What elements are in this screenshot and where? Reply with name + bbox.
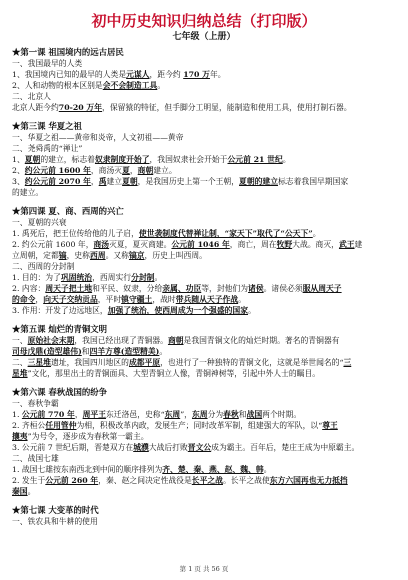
key-point: 向天子交纳贡品 <box>43 295 98 304</box>
text-line <box>12 346 396 357</box>
text-line <box>12 516 396 527</box>
key-point: 西周 <box>89 251 106 260</box>
key-point: 晋文公 <box>187 443 212 452</box>
key-point: 约公元前 1600 年 <box>24 166 91 175</box>
lesson-section <box>12 47 396 113</box>
text-line <box>12 80 396 91</box>
text-segment: 一、夏朝的兴衰 <box>12 218 67 227</box>
text-segment: 建立。 <box>153 166 177 175</box>
text-line <box>12 187 396 198</box>
text-line <box>12 239 396 250</box>
text-segment: 北京人距今约 <box>12 103 59 112</box>
key-point: 公元前 260 年 <box>45 476 99 485</box>
text-line <box>12 357 396 368</box>
key-point: 镐 <box>58 251 67 260</box>
text-segment: 。 <box>154 273 163 282</box>
text-segment: 和平民、奴隶，分给 <box>92 284 163 293</box>
text-segment: ”， <box>180 410 192 419</box>
text-segment: 一、华夏之祖——黄帝和炎帝，人文初祖——黄帝 <box>12 133 184 142</box>
text-segment: 和 <box>81 347 90 356</box>
text-line <box>12 409 396 420</box>
text-line <box>12 272 396 283</box>
text-segment: 建立 <box>106 177 123 186</box>
key-point: 东周 <box>191 410 208 419</box>
text-segment: 二、北京人 <box>12 92 51 101</box>
text-segment: 两个时期。 <box>262 410 302 419</box>
key-point: 周天子把土地 <box>45 284 93 293</box>
text-segment: 一、我国最早的人类 <box>12 59 83 68</box>
text-segment: 2、 <box>12 166 25 175</box>
text-segment: 2. 发生于 <box>12 476 46 485</box>
text-line <box>12 475 396 486</box>
text-line <box>12 442 396 453</box>
text-segment: 的建立。 <box>12 188 44 197</box>
key-point: 巩固统治 <box>60 273 93 282</box>
text-segment: ，平时 <box>97 295 122 304</box>
text-segment: 。 <box>263 465 272 474</box>
text-segment: 二、尧舜禹的“禅让” <box>12 144 83 153</box>
lesson-heading: ★第三课 华夏之祖 <box>12 121 82 131</box>
text-segment: 3. 公元前 7 世纪后期，晋楚双方在 <box>12 443 134 452</box>
text-segment: 1. 目的：为了 <box>12 273 61 282</box>
key-point: 成都平原 <box>128 358 161 367</box>
text-segment: ，距今约 <box>149 70 184 79</box>
text-line <box>12 143 396 154</box>
text-segment: 2. 齐桓公 <box>12 421 46 430</box>
text-segment: 和 <box>238 410 247 419</box>
text-segment: 标志着我国早期国家 <box>278 177 349 186</box>
key-point: 公元前 1046 年 <box>171 240 230 249</box>
lesson-section <box>12 121 396 198</box>
key-point: 夏 <box>122 166 130 175</box>
text-line <box>12 464 396 475</box>
text-segment: ，保留猿的特征，但手脚分工明显，能制造和使用工具，使用打制石器。 <box>102 103 352 112</box>
text-segment: ，西周实行 <box>92 273 132 282</box>
text-line <box>12 228 396 239</box>
key-point: 东方六国再也无力抵挡 <box>269 476 348 485</box>
text-segment: 分为 <box>207 410 224 419</box>
key-point: 秦国 <box>12 487 28 496</box>
key-point: 商汤 <box>93 240 110 249</box>
key-point: 禹 <box>98 177 107 186</box>
lesson-heading: ★第四课 夏、商、西周的兴亡 <box>12 206 124 216</box>
key-point: 星堆 <box>12 369 28 378</box>
lessons-content <box>12 47 396 527</box>
key-point: 攘夷 <box>12 432 28 441</box>
text-segment: ，也进行了一种独特的青铜文化，这就是举世闻名的“ <box>160 358 344 367</box>
text-segment: 大战后打败 <box>148 443 188 452</box>
key-point: 镐京 <box>128 251 145 260</box>
key-point: 商朝 <box>167 336 184 345</box>
text-segment: 立周朝，定都 <box>12 251 59 260</box>
key-point: 夏朝 <box>122 177 138 186</box>
text-segment: 年。 <box>209 70 226 79</box>
text-line <box>12 294 396 305</box>
text-line <box>12 261 396 272</box>
text-segment: 3、 <box>12 177 25 186</box>
lesson-heading: ★第七课 大变革的时代 <box>12 505 99 515</box>
key-point: 夏朝 <box>24 155 41 164</box>
key-point: 齐、楚、秦、燕、赵、魏、韩 <box>162 465 264 474</box>
key-point: 东周 <box>164 410 181 419</box>
page-title: 初中历史知识归纳总结（打印版） <box>91 12 317 30</box>
text-segment: ，我国奴隶社会开始于 <box>149 155 228 164</box>
text-segment: 是我国青铜文化的灿烂时期。著名的青铜器有 <box>183 336 340 345</box>
text-line <box>12 132 396 143</box>
lesson-section <box>12 387 396 497</box>
key-point: 公元前 770 年 <box>21 410 75 419</box>
lesson-heading: ★第六课 春秋战国的纷争 <box>12 387 108 397</box>
text-segment: ，是我国历史上第一个王朝， <box>137 177 240 186</box>
text-segment: 1. 战国七雄按东南西北到中间的顺序排列为 <box>12 465 163 474</box>
text-segment: 二、战国七雄 <box>12 454 59 463</box>
text-line <box>12 69 396 80</box>
text-line <box>12 217 396 228</box>
key-point: 四羊方尊(造型精美) <box>89 347 160 356</box>
grade-label: 七年级（上册） <box>172 32 236 42</box>
text-segment: ， <box>129 166 138 175</box>
text-segment: 1. <box>12 410 22 419</box>
text-line <box>12 398 396 409</box>
lesson-section <box>12 505 396 527</box>
text-line <box>12 91 396 102</box>
key-point: 任用管仲 <box>45 421 77 430</box>
text-segment: 。长平之战使 <box>222 476 270 485</box>
key-point: 原始社会末期 <box>27 336 75 345</box>
page-footer: 第 1 页 共 56 页 <box>179 565 229 573</box>
key-point: 的命令 <box>12 295 36 304</box>
text-line <box>12 250 396 261</box>
text-segment: 。 <box>238 295 246 304</box>
text-segment: 一、 <box>12 336 28 345</box>
text-segment: 成为霸主。百年后，楚庄王成为中原霸主。 <box>211 443 360 452</box>
text-segment: 2. 约公元前 1600 年， <box>12 240 94 249</box>
text-line <box>12 102 396 113</box>
text-segment: ”为号令，逐步成为春秋第一霸主。 <box>27 432 149 441</box>
key-point: 170 万 <box>183 70 210 79</box>
text-segment: 2. 内容： <box>12 284 46 293</box>
text-segment: 二、西周的分封制 <box>12 262 75 271</box>
text-segment: 2、人和动物的根本区别是 <box>12 81 103 90</box>
text-segment: 。 <box>159 347 168 356</box>
text-segment: ，历史上叫西周。 <box>144 251 207 260</box>
key-point: 加强了统治，使西周成为一个强盛的国家 <box>107 306 249 315</box>
key-point: 春秋 <box>223 410 239 419</box>
text-segment: ， <box>35 295 44 304</box>
text-segment: ，商汤灭 <box>90 166 123 175</box>
key-point: 战国 <box>246 410 263 419</box>
text-segment: 。 <box>157 81 166 90</box>
text-segment: ，我国已经出现了青铜器。 <box>74 336 168 345</box>
text-segment: 。诸侯必须 <box>263 284 303 293</box>
key-point: 司母戊鼎(造型雄伟) <box>12 347 82 356</box>
key-point: 牧野 <box>276 240 293 249</box>
text-segment: ， <box>74 410 83 419</box>
text-line <box>12 486 396 497</box>
text-segment: ，商亡，周在 <box>229 240 277 249</box>
text-line <box>12 283 396 294</box>
text-segment: 东迁洛邑，史称“ <box>106 410 165 419</box>
text-segment: 3. 作用：开发了边远地区， <box>12 306 108 315</box>
key-point: 70-20 万年 <box>58 103 103 112</box>
text-segment: 遗址，我国四川地区的 <box>50 358 129 367</box>
key-point: 尊王 <box>322 421 338 430</box>
key-point: 镇守疆土 <box>121 295 153 304</box>
text-segment: 1、我国境内已知的最早的人类是 <box>12 70 127 79</box>
key-point: 带兵随从天子作战 <box>175 295 239 304</box>
text-line <box>12 420 396 431</box>
text-line <box>12 335 396 346</box>
lesson-heading: ★第一课 祖国境内的远古居民 <box>12 47 124 57</box>
text-line <box>12 453 396 464</box>
text-segment: ”文化，那里出土的青铜面具、大型青铜立人像，青铜神树等，引起中外人士的瞩目。 <box>27 369 321 378</box>
key-point: 商朝 <box>137 166 154 175</box>
key-point: 夏朝的建立 <box>239 177 279 186</box>
key-point: 亲属、功臣 <box>162 284 202 293</box>
text-segment: 1、 <box>12 155 25 164</box>
key-point: 元谋人 <box>126 70 150 79</box>
key-point: 武王 <box>338 240 355 249</box>
text-line <box>12 305 396 316</box>
lesson-section <box>12 206 396 316</box>
key-point: 公元前 21 世纪 <box>227 155 283 164</box>
text-segment: 。又称 <box>105 251 129 260</box>
text-segment: ，秦、赵之间决定性战役是 <box>98 476 192 485</box>
text-segment: ，战时 <box>152 295 176 304</box>
text-segment: 二、 <box>12 358 28 367</box>
key-point: 诸侯 <box>248 284 264 293</box>
text-line <box>12 176 396 187</box>
text-segment: 。 <box>282 155 291 164</box>
text-line <box>12 165 396 176</box>
text-segment: 。 <box>27 487 36 496</box>
text-line <box>12 368 396 379</box>
key-point: 服从周天子 <box>302 284 342 293</box>
text-segment: 等，封他们为 <box>201 284 249 293</box>
key-point: 三 <box>343 358 352 367</box>
key-point: 会不会制造工具 <box>102 81 158 90</box>
key-point: 三星堆 <box>27 358 51 367</box>
key-point: 奴隶制度开始了 <box>94 155 150 164</box>
lesson-heading: ★第五课 灿烂的青铜文明 <box>12 324 108 334</box>
text-segment: 。 <box>312 229 321 238</box>
text-segment: 1. 禹死后，把王位传给他的儿子启， <box>12 229 139 238</box>
text-line <box>12 58 396 69</box>
text-segment: 的建立，标志着 <box>40 155 95 164</box>
text-segment: 一、春秋争霸 <box>12 399 59 408</box>
text-line <box>12 154 396 165</box>
key-point: 周平王 <box>82 410 107 419</box>
text-segment: 灭夏，夏灭商建。 <box>109 240 172 249</box>
text-line <box>12 431 396 442</box>
key-point: 长平之战 <box>191 476 223 485</box>
text-segment: 大战。商灭， <box>292 240 339 249</box>
key-point: 分封制 <box>131 273 155 282</box>
text-segment: 。 <box>248 306 256 315</box>
text-segment: 为相，积极改革内政，发展生产；同时改革军制，组建强大的军队，以“ <box>76 421 323 430</box>
text-segment: ，史称 <box>66 251 90 260</box>
key-point: 城濮 <box>133 443 149 452</box>
key-point: 约公元前 2070 年 <box>24 177 91 186</box>
text-segment: 建 <box>354 240 363 249</box>
text-segment: 一、铁农具和牛耕的使用 <box>12 517 98 526</box>
key-point: 使世袭制度代替禅让制，“家天下”取代了“公天下” <box>138 229 313 238</box>
lesson-section <box>12 324 396 379</box>
text-segment: ， <box>90 177 99 186</box>
